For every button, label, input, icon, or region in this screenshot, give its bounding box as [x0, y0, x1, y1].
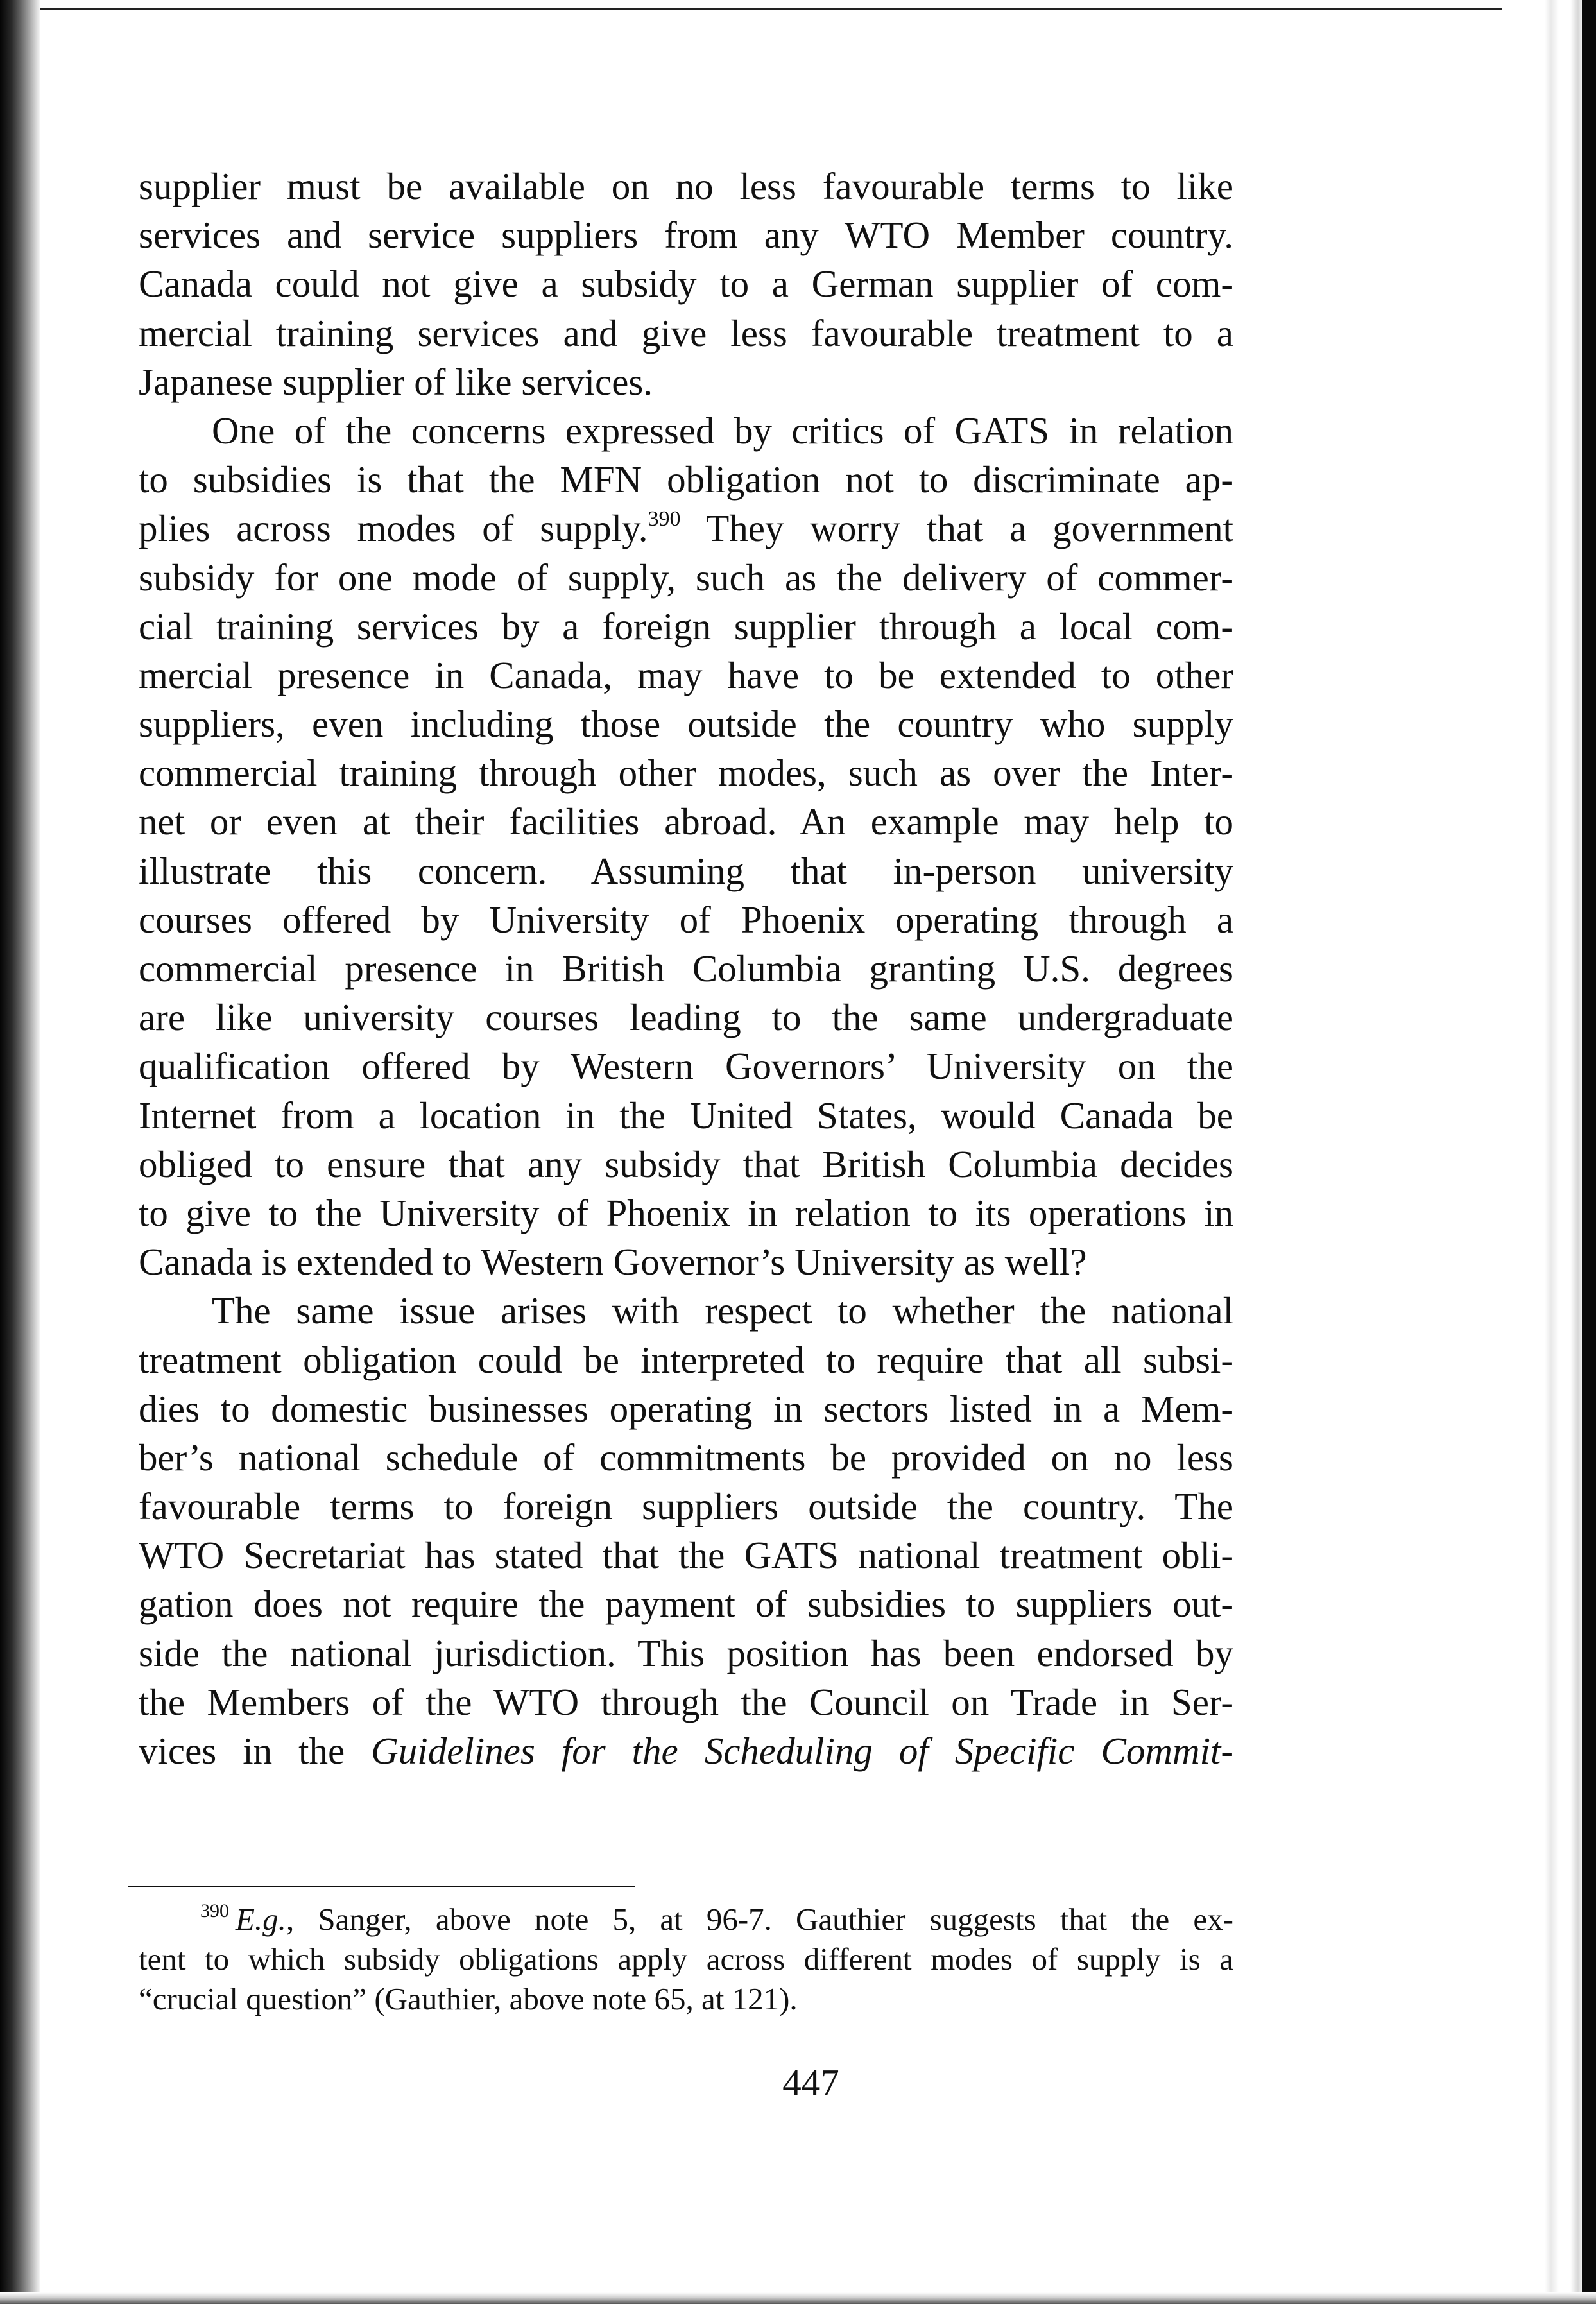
- text-line: ber’s national schedule of commitments be provided on no less: [139, 1436, 1233, 1479]
- text-line: cial training services by a foreign supplier through a local com-: [139, 605, 1233, 648]
- text-line: commercial presence in British Columbia granting U.S. degrees: [139, 947, 1233, 990]
- text-line: services and service suppliers from any WTO Member country.: [139, 214, 1233, 257]
- text-line: Canada is extended to Western Governor’s University as well?: [139, 1241, 1087, 1284]
- scan-top-rule: [26, 8, 1502, 10]
- text-line: dies to domestic businesses operating in sectors listed in a Mem-: [139, 1387, 1233, 1430]
- scan-right-strip: [1582, 0, 1596, 2304]
- text-run: plies across modes of supply.: [139, 507, 648, 550]
- footnotes: [139, 1900, 1233, 2019]
- page-number: 447: [782, 2061, 839, 2104]
- text-line: obliged to ensure that any subsidy that British Columbia decides: [139, 1142, 1233, 1185]
- footnote-line: “crucial question” (Gauthier, above note 65, at 121).: [139, 1981, 798, 2016]
- text-line: Canada could not give a subsidy to a German supplier of com-: [139, 262, 1233, 305]
- text-line: mercial training services and give less favourable treatment to a: [139, 311, 1233, 354]
- text-line: mercial presence in Canada, may have to be extended to other: [139, 653, 1233, 696]
- italic-title: Guidelines for the Scheduling of Specific Commit-: [371, 1730, 1233, 1772]
- text-line: The same issue arises with respect to whether the national: [212, 1289, 1233, 1332]
- text-line: favourable terms to foreign suppliers outside the country. The: [139, 1485, 1233, 1528]
- text-line: subsidy for one mode of supply, such as the delivery of commer-: [139, 556, 1233, 599]
- footnote-italic-lead: E.g.: [236, 1902, 286, 1937]
- text-line: to subsidies is that the MFN obligation not to discriminate ap-: [139, 458, 1233, 501]
- text-line: Internet from a location in the United States, would Canada be: [139, 1094, 1233, 1137]
- body-text: [139, 162, 1233, 1775]
- footnote-separator: [128, 1886, 635, 1887]
- text-line: commercial training through other modes, such as over the Inter-: [139, 752, 1233, 795]
- footnote-line: [139, 1900, 1233, 1939]
- text-line: suppliers, even including those outside the country who supply: [139, 703, 1233, 746]
- text-line: treatment obligation could be interpreted to require that all subsi-: [139, 1338, 1233, 1381]
- text-line: One of the concerns expressed by critics of GATS in relation: [212, 409, 1233, 452]
- text-run: They worry that a government: [680, 507, 1233, 550]
- scan-binding-shadow: [0, 0, 40, 2304]
- text-line: to give to the University of Phoenix in relation to its operations in: [139, 1191, 1233, 1234]
- text-line: Japanese supplier of like services.: [139, 360, 653, 403]
- text-line: [139, 1726, 1233, 1775]
- text-line: qualification offered by Western Governors’ University on the: [139, 1045, 1233, 1088]
- footnote-line: tent to which subsidy obligations apply across different modes of supply is a: [139, 1941, 1233, 1977]
- text-line: gation does not require the payment of subsidies to suppliers out-: [139, 1583, 1233, 1626]
- text-line: [139, 504, 1233, 553]
- text-line: are like university courses leading to the same undergraduate: [139, 996, 1233, 1039]
- text-line: WTO Secretariat has stated that the GATS national treatment obli-: [139, 1534, 1233, 1577]
- footnote-reference: 390: [648, 507, 681, 531]
- text-line: the Members of the WTO through the Council on Trade in Ser-: [139, 1680, 1233, 1723]
- text-line: side the national jurisdiction. This position has been endorsed by: [139, 1631, 1233, 1674]
- text-line: courses offered by University of Phoenix operating through a: [139, 898, 1233, 941]
- text-run: vices in the: [139, 1730, 372, 1772]
- footnote-number: 390: [200, 1900, 229, 1921]
- text-line: net or even at their facilities abroad. An example may help to: [139, 800, 1233, 843]
- text-line: supplier must be available on no less favourable terms to like: [139, 165, 1233, 207]
- footnote-text: , Sanger, above note 5, at 96-7. Gauthier suggests that the ex-: [286, 1902, 1233, 1937]
- scan-bottom-shadow: [0, 2292, 1596, 2304]
- text-line: illustrate this concern. Assuming that in-person university: [139, 849, 1233, 892]
